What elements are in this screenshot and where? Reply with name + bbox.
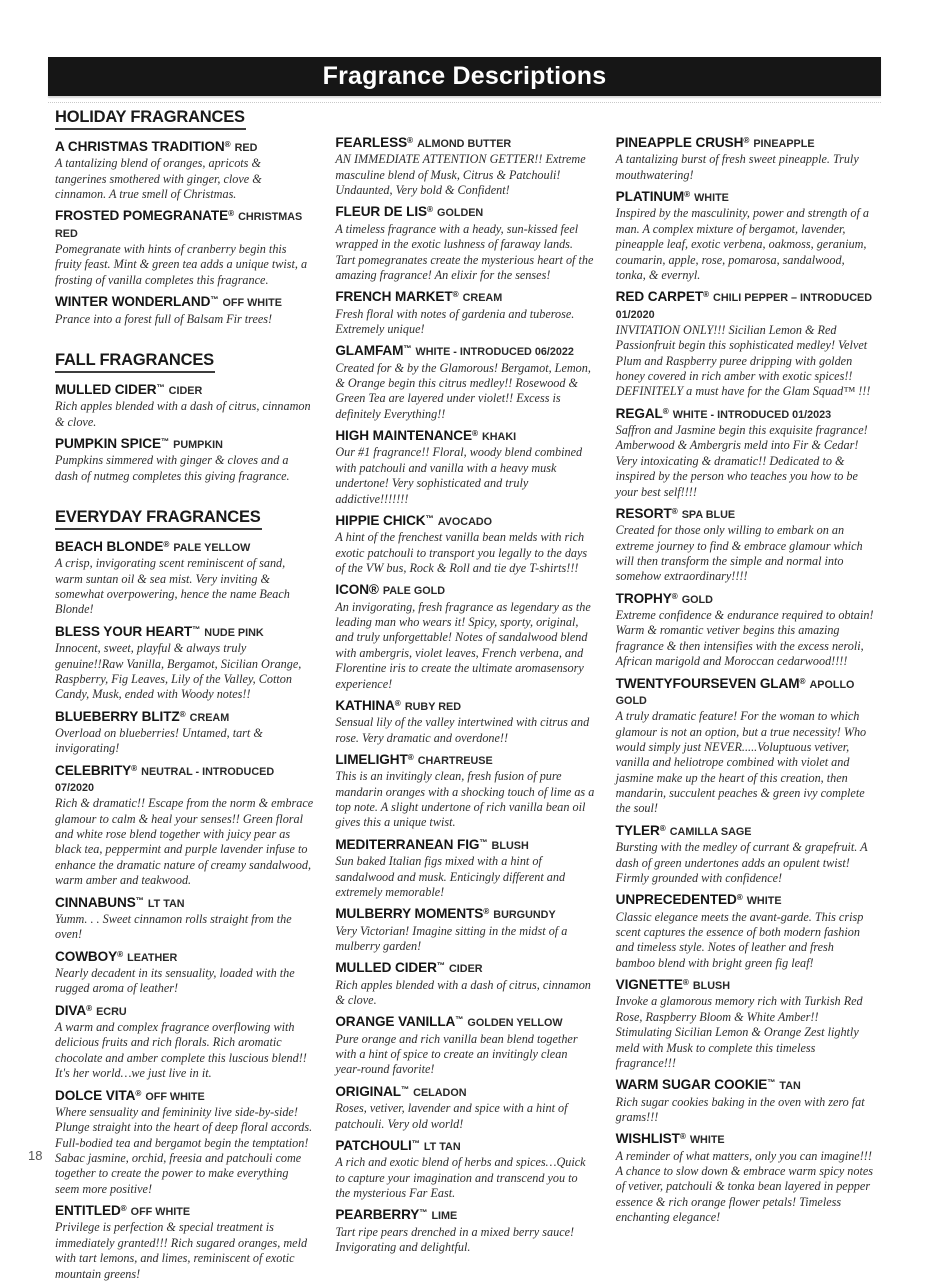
fragrance-color-label: WHITE - INTRODUCED 06/2022 — [415, 346, 574, 359]
fragrance-description: Pumpkins simmered with ginger & cloves and a dash of nutmeg completes this giving fragrance. — [55, 453, 290, 483]
fragrance-name-text: HIGH MAINTENANCE — [335, 428, 472, 444]
trademark-symbol: ® — [394, 698, 401, 708]
fragrance-name-text: LIMELIGHT — [335, 752, 408, 767]
fragrance-name-text: COWBOY — [55, 948, 118, 964]
fragrance-description: Very Victorian! Imagine sitting in the midst of a mulberry garden! — [335, 923, 568, 953]
fragrance-entry — [616, 289, 875, 400]
fragrance-name-text: ENTITLED — [55, 1203, 121, 1219]
trademark-symbol: ® — [452, 290, 459, 300]
section-heading: EVERYDAY FRAGRANCES — [55, 508, 262, 530]
fragrance-name — [335, 343, 594, 359]
fragrance-description: A timeless fragrance with a heady, sun-kissed feel wrapped in the exotic lushness of faraway lands. Tart pomegranates create the mysterious heart of the amazing fragrance! An elixir for the senses! — [335, 221, 594, 282]
fragrance-name — [55, 382, 314, 398]
fragrance-name-text: ICON® — [335, 582, 379, 598]
fragrance-color-label: WHITE — [689, 1134, 725, 1147]
fragrance-name — [616, 823, 875, 839]
fragrance-name — [616, 1131, 875, 1147]
fragrance-name — [335, 698, 594, 714]
fragrance-color-label: SPA BLUE — [681, 508, 736, 521]
fragrance-description: Tart ripe pears drenched in a mixed berry sauce! Invigorating and delightful. — [335, 1224, 575, 1254]
trademark-symbol: ™ — [436, 961, 445, 971]
fragrance-name — [616, 591, 875, 607]
fragrance-name — [616, 506, 875, 522]
trademark-symbol: ® — [671, 506, 678, 516]
trademark-symbol: ™ — [210, 295, 219, 305]
fragrance-entry — [55, 1003, 314, 1082]
fragrance-name — [335, 1014, 594, 1030]
fragrance-description: Prance into a forest full of Balsam Fir trees! — [55, 311, 273, 326]
fragrance-entry — [616, 189, 875, 283]
fragrance-color-label: LEATHER — [127, 951, 178, 964]
fragrance-color-label: OFF WHITE — [222, 297, 282, 310]
fragrance-name-text: REGAL — [615, 405, 663, 421]
fragrance-entry — [616, 892, 875, 971]
fragrance-color-label: WHITE - INTRODUCED 01/2023 — [672, 408, 832, 421]
fragrance-entry — [335, 582, 594, 692]
fragrance-name — [55, 709, 314, 725]
fragrance-entry — [335, 135, 594, 198]
fragrance-description: Created for & by the Glamorous! Bergamot, Lemon, & Orange begin this citrus medley!! Rosewood & Green Tea are layered under violet!! Excess is definitely Everything!! — [335, 360, 591, 421]
fragrance-entry — [55, 436, 314, 484]
fragrance-name — [55, 539, 314, 555]
fragrance-description: A reminder of what matters, only you can imagine!!! A chance to slow down & embrace warm spicy notes of vetiver, patchouli & tonka bean layered in pepper essence & rich orange flower petals! Timeless enchanting elegance! — [615, 1148, 874, 1225]
trademark-symbol: ® — [131, 763, 138, 773]
fragrance-name-text: HIPPIE CHICK — [335, 512, 426, 528]
fragrance-color-label: PALE GOLD — [382, 585, 446, 598]
fragrance-description: A rich and exotic blend of herbs and spices…Quick to capture your imagination and transcend you to the mysterious Far East. — [335, 1155, 586, 1200]
fragrance-entry — [55, 1203, 314, 1282]
column-2 — [335, 108, 594, 1261]
fragrance-entry — [55, 208, 314, 288]
fragrance-name-text: RED CARPET — [615, 289, 704, 305]
fragrance-name — [616, 135, 875, 151]
trademark-symbol: ® — [471, 429, 478, 439]
fragrance-color-label: WHITE — [746, 895, 782, 908]
fragrance-entry — [616, 977, 875, 1071]
fragrance-color-label: OFF WHITE — [130, 1206, 191, 1219]
trademark-symbol: ® — [86, 1003, 93, 1013]
fragrance-color-label: AVOCADO — [437, 515, 493, 528]
fragrance-color-label: CREAM — [189, 711, 230, 724]
fragrance-name — [335, 1084, 594, 1100]
fragrance-name-text: MULLED CIDER — [55, 381, 157, 397]
fragrance-name-text: CINNABUNS — [55, 894, 136, 910]
fragrance-name-text: RESORT — [615, 505, 672, 521]
fragrance-color-label: CELADON — [413, 1086, 467, 1099]
fragrance-name — [55, 895, 314, 911]
fragrance-entry — [335, 698, 594, 746]
fragrance-color-label: GOLDEN — [437, 207, 484, 220]
fragrance-description: A hint of the frenchest vanilla bean melds with rich exotic patchouli to transport you legally to the days of the VW bus, Rock & Roll and tie dye T-shirts!!! — [335, 530, 588, 575]
fragrance-color-label: APOLLO GOLD — [615, 678, 855, 707]
fragrance-name — [55, 1003, 314, 1019]
trademark-symbol: ™ — [156, 382, 165, 392]
fragrance-entry — [616, 135, 875, 183]
fragrance-color-label: LT TAN — [147, 897, 185, 910]
fragrance-name-text: TROPHY — [615, 590, 672, 606]
fragrance-entry — [616, 1077, 875, 1125]
fragrance-description: Invoke a glamorous memory rich with Turkish Red Rose, Raspberry Bloom & White Amber!! Stimulating Sicilian Lemon & Orange Zest lightly meld with Musk to complete this timeless fragrance!!! — [615, 994, 863, 1070]
trademark-symbol: ® — [120, 1203, 127, 1213]
trademark-symbol: ® — [483, 907, 490, 917]
fragrance-color-label: CHARTREUSE — [417, 755, 493, 767]
trademark-symbol: ® — [662, 406, 669, 416]
trademark-symbol: ® — [743, 135, 750, 145]
fragrance-color-label: RED — [234, 142, 258, 154]
fragrance-name — [335, 960, 594, 976]
trademark-symbol: ® — [736, 893, 743, 903]
fragrance-columns — [55, 108, 875, 1288]
trademark-symbol: ® — [228, 209, 235, 219]
fragrance-name-text: WARM SUGAR COOKIE — [615, 1077, 768, 1093]
trademark-symbol: ® — [407, 135, 414, 145]
fragrance-description: Saffron and Jasmine begin this exquisite fragrance! Amberwood & Ambergris meld into Fir & Cedar! Very intoxicating & dramatic!! Dedicated to & inspired by the person who teaches you how to be your best self!!!! — [615, 423, 868, 499]
fragrance-name — [335, 135, 594, 151]
fragrance-name-text: UNPRECEDENTED — [615, 892, 737, 908]
fragrance-color-label: BURGUNDY — [493, 909, 556, 922]
fragrance-description: Sun baked Italian figs mixed with a hint of sandalwood and musk. Enticingly different and extremely memorable! — [335, 854, 566, 899]
fragrance-name — [335, 582, 594, 598]
fragrance-description: Fresh floral with notes of gardenia and tuberose. Extremely unique! — [335, 306, 575, 336]
page-number: 18 — [28, 1148, 43, 1163]
trademark-symbol: ™ — [425, 513, 434, 523]
fragrance-name-text: KATHINA — [335, 697, 395, 713]
fragrance-entry — [55, 539, 314, 618]
trademark-symbol: ™ — [403, 344, 412, 354]
fragrance-entry — [335, 1207, 594, 1255]
fragrance-description: A truly dramatic feature! For the woman to which glamour is not an option, but a true necessity! Who would simply just NEVER.....Voluptuous vetiver, vanilla and heliotrope combined with violet and jasmine make up the heart of this creation, then mandarin, succulent peaches & green ivy complete the soul! — [615, 709, 867, 816]
trademark-symbol: ® — [163, 539, 170, 549]
fragrance-entry — [335, 204, 594, 283]
fragrance-description: An invigorating, fresh fragrance as legendary as the leading man who wears it! Spicy, sporty, original, and truly unforgettable! Notes of sandalwood blend with ambergris, violet leaves, French verbena, and Florentine iris to create the ultimate aromasensory experience! — [335, 599, 591, 691]
fragrance-name-text: GLAMFAM — [335, 343, 404, 359]
trademark-symbol: ® — [703, 290, 710, 300]
fragrance-name — [335, 837, 594, 853]
fragrance-color-label: TAN — [779, 1080, 801, 1093]
fragrance-color-label: LIME — [431, 1210, 458, 1223]
fragrance-entry — [55, 895, 314, 943]
fragrance-name — [616, 977, 875, 993]
fragrance-description: This is an invitingly clean, fresh fusion of pure mandarin oranges with a shocking touch of lime as a top note. A slight undertone of rich vanilla bean oil gives this a unique twist. — [335, 769, 595, 830]
fragrance-color-label: GOLDEN YELLOW — [467, 1017, 563, 1030]
fragrance-name-text: PUMPKIN SPICE — [55, 435, 161, 451]
fragrance-description: A tantalizing burst of fresh sweet pineapple. Truly mouthwatering! — [615, 152, 859, 182]
fragrance-color-label: GOLD — [681, 593, 713, 606]
fragrance-name-text: MEDITERRANEAN FIG — [335, 836, 480, 852]
trademark-symbol: ™ — [411, 1138, 420, 1148]
fragrance-name-text: ORIGINAL — [335, 1083, 401, 1099]
fragrance-description: Sensual lily of the valley intertwined with citrus and rose. Very dramatic and overdone!! — [335, 715, 590, 745]
fragrance-name — [335, 906, 594, 922]
fragrance-description: A crisp, invigorating scent reminiscent of sand, warm suntan oil & sea mist. Very inviting & somewhat overpowering, hence the name Beach Blonde! — [55, 556, 290, 617]
fragrance-color-label: BLUSH — [692, 980, 731, 993]
fragrance-name — [616, 676, 875, 709]
fragrance-name-text: BLUEBERRY BLITZ — [55, 708, 180, 724]
fragrance-description: Our #1 fragrance!! Floral, woody blend combined with patchouli and vanilla with a heavy musk undertone! Very sophisticated and truly addictive!!!!!!! — [335, 445, 583, 506]
fragrance-name — [335, 204, 594, 220]
fragrance-entry — [55, 709, 314, 757]
fragrance-entry — [55, 139, 314, 202]
fragrance-entry — [335, 428, 594, 507]
trademark-symbol: ® — [659, 823, 666, 833]
fragrance-entry — [335, 837, 594, 900]
fragrance-entry — [335, 1084, 594, 1132]
fragrance-name-text: PLATINUM — [615, 189, 685, 205]
trademark-symbol: ® — [679, 1132, 686, 1142]
fragrance-name — [55, 1203, 314, 1219]
fragrance-description: Nearly decadent in its sensuality, loaded with the rugged aroma of leather! — [55, 965, 295, 996]
fragrance-description: A warm and complex fragrance overflowing with delicious fruits and rich florals. Rich aromatic chocolate and amber complete this luscious blend!! It's her world…we just live in it. — [55, 1020, 307, 1081]
trademark-symbol: ™ — [479, 837, 488, 847]
fragrance-color-label: RUBY RED — [404, 700, 462, 713]
fragrance-name — [616, 406, 875, 422]
column-3 — [616, 108, 875, 1232]
fragrance-name-text: PEARBERRY — [335, 1207, 420, 1223]
header-divider — [48, 102, 881, 103]
fragrance-name-text: BEACH BLONDE — [55, 539, 164, 554]
fragrance-color-label: ECRU — [96, 1005, 127, 1018]
fragrance-name — [616, 289, 875, 322]
fragrance-description: Inspired by the masculinity, power and strength of a man. A complex mixture of bergamot, lavender, pineapple leaf, exotic verbena, oakmoss, geranium, coumarin, apple, rose, pomarosa, sandalwood, tonka, & evernyl. — [615, 206, 869, 282]
fragrance-description: Rich apples blended with a dash of citrus, cinnamon & clove. — [55, 399, 311, 429]
fragrance-entry — [335, 752, 594, 831]
trademark-symbol: ™ — [419, 1208, 428, 1218]
fragrance-description: A tantalizing blend of oranges, apricots & tangerines smothered with ginger, clove & cinnamon. A true smell of Christmas. — [55, 156, 262, 202]
fragrance-entry — [616, 506, 875, 585]
fragrance-name — [55, 139, 314, 155]
fragrance-name — [55, 436, 314, 452]
fragrance-name — [335, 1207, 594, 1223]
fragrance-entry — [55, 949, 314, 997]
fragrance-name-text: MULLED CIDER — [335, 960, 437, 976]
fragrance-entry — [335, 960, 594, 1008]
fragrance-description: Rich apples blended with a dash of citrus, cinnamon & clove. — [335, 977, 591, 1007]
fragrance-entry — [616, 1131, 875, 1225]
fragrance-color-label: PALE YELLOW — [173, 542, 251, 554]
column-1 — [55, 108, 314, 1288]
fragrance-name-text: WINTER WONDERLAND — [55, 294, 211, 310]
fragrance-description: Rich sugar cookies baking in the oven with zero fat grams!!! — [615, 1094, 865, 1124]
fragrance-entry — [55, 624, 314, 703]
fragrance-name-text: FRENCH MARKET — [335, 289, 453, 305]
fragrance-description: Extreme confidence & endurance required to obtain! Warm & romantic vetiver begins this amazing fragrance & then intensifies with the excess neroli, African marigold and Moroccan cedarwood!!!! — [615, 608, 874, 669]
trademark-symbol: ™ — [160, 436, 170, 446]
fragrance-name-text: ORANGE VANILLA — [335, 1014, 456, 1030]
fragrance-name-text: PATCHOULI — [335, 1137, 412, 1153]
fragrance-color-label: CIDER — [449, 963, 483, 976]
fragrance-description: Pure orange and rich vanilla bean blend together with a hint of spice to create an invitingly clean year-round favorite! — [335, 1031, 578, 1077]
fragrance-color-label: CIDER — [168, 384, 203, 397]
fragrance-color-label: OFF WHITE — [145, 1090, 205, 1103]
fragrance-name — [55, 763, 314, 796]
fragrance-entry — [616, 823, 875, 886]
page-title: Fragrance Descriptions — [322, 62, 607, 90]
fragrance-color-label: NEUTRAL - INTRODUCED 07/2020 — [55, 765, 275, 794]
fragrance-name-text: TYLER — [615, 822, 660, 838]
fragrance-name-text: MULBERRY MOMENTS — [335, 906, 484, 922]
fragrance-description: Yumm. . . Sweet cinnamon rolls straight from the oven! — [55, 911, 292, 942]
trademark-symbol: ™ — [400, 1084, 410, 1094]
trademark-symbol: ® — [684, 189, 691, 199]
fragrance-entry — [616, 676, 875, 817]
section-heading: HOLIDAY FRAGRANCES — [55, 108, 246, 130]
fragrance-name-text: FEARLESS — [335, 135, 408, 150]
fragrance-description: Roses, vetiver, lavender and spice with a hint of patchouli. Very old world! — [335, 1101, 568, 1131]
fragrance-color-label: WHITE — [694, 192, 729, 205]
fragrance-name-text: A CHRISTMAS TRADITION — [55, 139, 225, 154]
fragrance-color-label: CHRISTMAS RED — [55, 211, 303, 240]
fragrance-color-label: CHILI PEPPER – INTRODUCED 01/2020 — [615, 292, 873, 321]
section-heading: FALL FRAGRANCES — [55, 351, 215, 373]
fragrance-description: INVITATION ONLY!!! Sicilian Lemon & Red Passionfruit begin this sophisticated medley! Velvet Plum and Raspberry puree dripping with golden honey covered in rich amber with exotic spices!! DEFINITELY a must have for the Glam Squad™ !!! — [615, 322, 871, 399]
fragrance-name-text: WISHLIST — [615, 1131, 680, 1147]
fragrance-description: Created for those only willing to embark on an extreme journey to find & embrace glamour which will then transform the simple and normal into somehow extraordinary!!!! — [615, 523, 863, 584]
trademark-symbol: ™ — [135, 895, 144, 905]
fragrance-name-text: FROSTED POMEGRANATE — [55, 208, 229, 224]
fragrance-name-text: TWENTYFOURSEVEN GLAM — [615, 675, 800, 691]
fragrance-name — [616, 892, 875, 908]
fragrance-description: Pomegranate with hints of cranberry begin this fruity feast. Mint & green tea adds a unique twist, a frosting of vanilla completes this fragrance. — [55, 242, 308, 287]
fragrance-entry — [55, 763, 314, 889]
fragrance-entry — [55, 382, 314, 430]
fragrance-name — [335, 289, 594, 305]
fragrance-color-label: BLUSH — [491, 839, 529, 852]
fragrance-description: Classic elegance meets the avant-garde. This crisp scent captures the essence of both modern fashion and timeless style. Notes of leather and fresh bamboo blend with bright green fig leaf! — [615, 909, 864, 970]
fragrance-entry — [335, 1138, 594, 1201]
fragrance-name-text: BLESS YOUR HEART — [55, 623, 193, 639]
fragrance-name-text: PINEAPPLE CRUSH — [615, 135, 744, 150]
fragrance-color-label: ALMOND BUTTER — [417, 138, 512, 150]
fragrance-name-text: VIGNETTE — [615, 977, 683, 993]
trademark-symbol: ® — [682, 977, 689, 987]
fragrance-name — [55, 949, 314, 965]
fragrance-name-text: DOLCE VITA — [55, 1087, 136, 1103]
fragrance-entry — [335, 289, 594, 337]
fragrance-entry — [335, 1014, 594, 1077]
fragrance-description: AN IMMEDIATE ATTENTION GETTER!! Extreme masculine blend of Musk, Citrus & Patchouli! Undaunted, Very bold & Confident! — [335, 152, 586, 198]
fragrance-name — [55, 294, 314, 310]
trademark-symbol: ® — [427, 205, 434, 215]
fragrance-name — [55, 208, 314, 241]
page-title-bar — [48, 57, 881, 96]
fragrance-name — [335, 1138, 594, 1154]
fragrance-color-label: PINEAPPLE — [753, 138, 815, 150]
fragrance-entry — [55, 294, 314, 327]
fragrance-entry — [335, 513, 594, 576]
fragrance-name — [335, 752, 594, 768]
fragrance-color-label: CREAM — [462, 292, 503, 305]
fragrance-color-label: KHAKI — [481, 431, 517, 444]
fragrance-name-text: DIVA — [55, 1002, 87, 1018]
fragrance-name-text: FLEUR DE LIS — [335, 204, 428, 220]
fragrance-name — [55, 624, 314, 640]
fragrance-color-label: NUDE PINK — [204, 626, 264, 639]
fragrance-description: Innocent, sweet, playful & always truly genuine!!Raw Vanilla, Bergamot, Sicilian Orange, Raspberry, Fig Leaves, Lily of the Valley, Cotton Candy, Musk, ended with Woody notes!! — [55, 641, 302, 702]
fragrance-entry — [616, 591, 875, 670]
trademark-symbol: ™ — [767, 1078, 776, 1088]
trademark-symbol: ® — [179, 709, 186, 719]
fragrance-entry — [335, 906, 594, 954]
fragrance-name — [335, 513, 594, 529]
trademark-symbol: ® — [799, 676, 806, 686]
fragrance-color-label: CAMILLA SAGE — [669, 825, 752, 838]
trademark-symbol: ® — [671, 591, 678, 601]
fragrance-description: Where sensuality and femininity live side-by-side! Plunge straight into the heart of deep floral accords. Full-bodied tea and bergamot begin the temptation! Sabac jasmine, orchid, freesia and patchouli come together to create the power to make everything seem more positive! — [55, 1104, 313, 1196]
fragrance-name — [616, 189, 875, 205]
fragrance-color-label: LT TAN — [423, 1140, 461, 1153]
trademark-symbol: ™ — [192, 624, 201, 634]
fragrance-description: Overload on blueberries! Untamed, tart & invigorating! — [55, 725, 263, 756]
fragrance-entry — [616, 406, 875, 500]
trademark-symbol: ® — [407, 752, 414, 762]
fragrance-name-text: CELEBRITY — [55, 762, 132, 778]
fragrance-description: Rich & dramatic!! Escape from the norm & embrace glamour to calm & heal your senses!! Green floral and white rose blend together with juicy pear as black tea, peppermint and purple lavender infuse to enhance the dramatic nature of creamy sandalwood, warm amber and teakwood. — [55, 796, 314, 888]
fragrance-name — [335, 428, 594, 444]
fragrance-color-label: PUMPKIN — [173, 438, 223, 451]
trademark-symbol: ® — [135, 1088, 142, 1098]
fragrance-name — [55, 1088, 314, 1104]
fragrance-description: Privilege is perfection & special treatment is immediately granted!!! Rich sugared oranges, meld with tart lemons, and limes, reminiscent of exotic mountain greens! — [55, 1220, 308, 1281]
fragrance-description: Bursting with the medley of currant & grapefruit. A dash of green undertones adds an opulent twist! Firmly grounded with confidence! — [615, 840, 868, 885]
fragrance-entry — [55, 1088, 314, 1198]
trademark-symbol: ® — [224, 139, 231, 149]
fragrance-name — [616, 1077, 875, 1093]
fragrance-entry — [335, 343, 594, 422]
trademark-symbol: ™ — [455, 1015, 464, 1025]
trademark-symbol: ® — [117, 949, 124, 959]
